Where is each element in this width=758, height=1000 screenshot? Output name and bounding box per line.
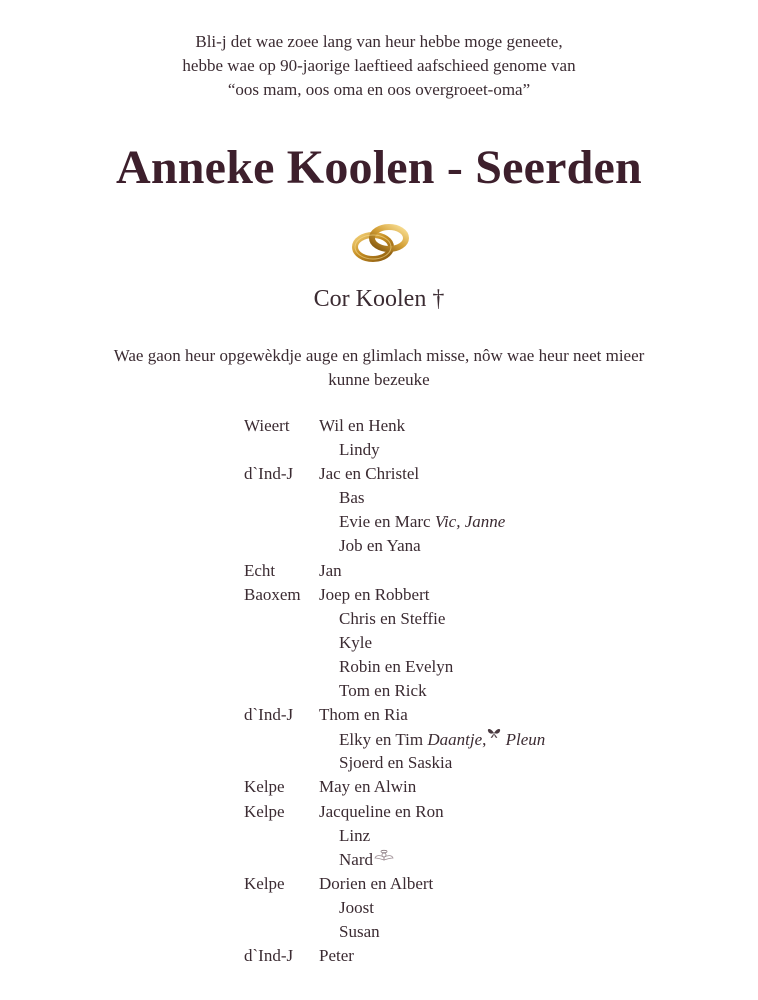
family-place: Baoxem	[244, 584, 301, 604]
family-place: d`Ind-J	[244, 705, 294, 725]
family-row	[244, 751, 684, 775]
family-member-names: Kyle	[339, 632, 373, 652]
family-member-names: Robin en Evelyn	[339, 656, 454, 676]
family-names	[319, 583, 429, 607]
family-names	[319, 462, 419, 486]
message-line-1: Wae gaon heur opgewèkdje auge en glimlach misse, nôw wae heur neet mieer	[113, 346, 645, 365]
family-names	[339, 920, 380, 944]
family-row	[244, 679, 684, 703]
family-place: d`Ind-J	[244, 464, 294, 484]
family-row	[244, 510, 684, 534]
family-member-names: Thom en Ria	[319, 705, 408, 725]
family-names	[319, 414, 405, 438]
family-names	[339, 607, 445, 631]
family-row	[244, 462, 684, 486]
family-row	[244, 414, 684, 438]
family-row	[244, 438, 684, 462]
family-row	[244, 559, 684, 583]
wedding-rings-icon	[349, 218, 413, 266]
family-place: Wieert	[244, 416, 290, 435]
family-names	[319, 775, 416, 799]
family-place: Kelpe	[244, 801, 285, 821]
family-names	[339, 824, 370, 848]
family-row	[244, 486, 684, 510]
family-member-names: Jan	[319, 560, 342, 580]
family-names	[339, 896, 374, 920]
family-row	[244, 534, 684, 558]
family-member-names: Dorien en Albert	[319, 873, 434, 893]
family-place: Kelpe	[244, 777, 285, 797]
family-row	[244, 775, 684, 799]
family-row	[244, 607, 684, 631]
family-names	[339, 510, 505, 534]
family-member-names: Peter	[319, 946, 354, 966]
family-names	[339, 534, 421, 558]
family-member-names: Wil en Henk	[319, 416, 406, 435]
family-names	[319, 800, 444, 824]
memorial-message	[60, 344, 698, 392]
family-names	[319, 872, 433, 896]
family-names	[339, 679, 427, 703]
family-row	[244, 655, 684, 679]
family-member-names: Bas	[339, 488, 365, 508]
spouse-name: Cor Koolen †	[313, 286, 445, 312]
family-names	[339, 631, 372, 655]
family-names	[339, 751, 452, 775]
family-place: Kelpe	[244, 873, 285, 893]
family-row	[244, 920, 684, 944]
family-row	[244, 848, 684, 872]
family-row	[244, 727, 684, 751]
grandchild-deceased-name: Daantje	[423, 730, 483, 750]
family-member-names: Lindy	[339, 440, 380, 460]
family-member-names: Linz	[339, 825, 371, 845]
family-member-names: Nard	[339, 849, 373, 869]
family-list	[244, 414, 684, 968]
family-member-names: Susan	[339, 921, 380, 941]
family-row	[244, 800, 684, 824]
intro-line-1: Bli-j det wae zoee lang van heur hebbe moge geneete,	[195, 32, 563, 51]
family-member-names: Chris en Steffie	[339, 608, 446, 628]
intro-line-3: “oos mam, oos oma en oos overgroeet-oma”	[227, 80, 531, 99]
family-member-names: Elky en Tim	[339, 730, 424, 750]
family-row	[244, 896, 684, 920]
grandchildren-names: Vic, Janne	[430, 512, 506, 532]
family-member-names: Job en Yana	[339, 536, 421, 556]
family-member-names: Joep en Robbert	[319, 584, 430, 604]
family-member-names: May en Alwin	[319, 777, 417, 797]
butterfly-icon	[487, 727, 501, 739]
family-member-names: Jacqueline en Ron	[319, 801, 444, 821]
family-member-names: Jac en Christel	[319, 464, 420, 484]
family-row	[244, 824, 684, 848]
grandchild-name: Pleun	[501, 730, 546, 750]
deceased-name: Anneke Koolen - Seerden	[116, 141, 642, 194]
family-names: Elky en Tim Daantje, Pleun	[339, 727, 545, 752]
family-place: Echt	[244, 560, 276, 580]
family-names	[319, 559, 342, 583]
family-names	[339, 655, 453, 679]
family-names	[339, 848, 394, 872]
family-names	[339, 486, 365, 510]
intro-text	[0, 30, 758, 102]
family-names	[319, 703, 408, 727]
family-row	[244, 944, 684, 968]
intro-line-2: hebbe wae op 90-jaorige laeftieed aafschieed genome van	[182, 56, 576, 75]
family-member-names: Tom en Rick	[339, 681, 427, 701]
family-row	[244, 872, 684, 896]
family-names	[319, 944, 354, 968]
family-row	[244, 583, 684, 607]
message-line-2: kunne bezeuke	[328, 370, 430, 389]
family-member-names: Joost	[339, 897, 374, 917]
angel-icon	[374, 849, 394, 863]
family-member-names: Evie en Marc	[339, 512, 431, 532]
family-place: d`Ind-J	[244, 946, 294, 966]
family-row	[244, 703, 684, 727]
family-names	[339, 438, 380, 462]
family-row	[244, 631, 684, 655]
family-member-names: Sjoerd en Saskia	[339, 753, 453, 773]
